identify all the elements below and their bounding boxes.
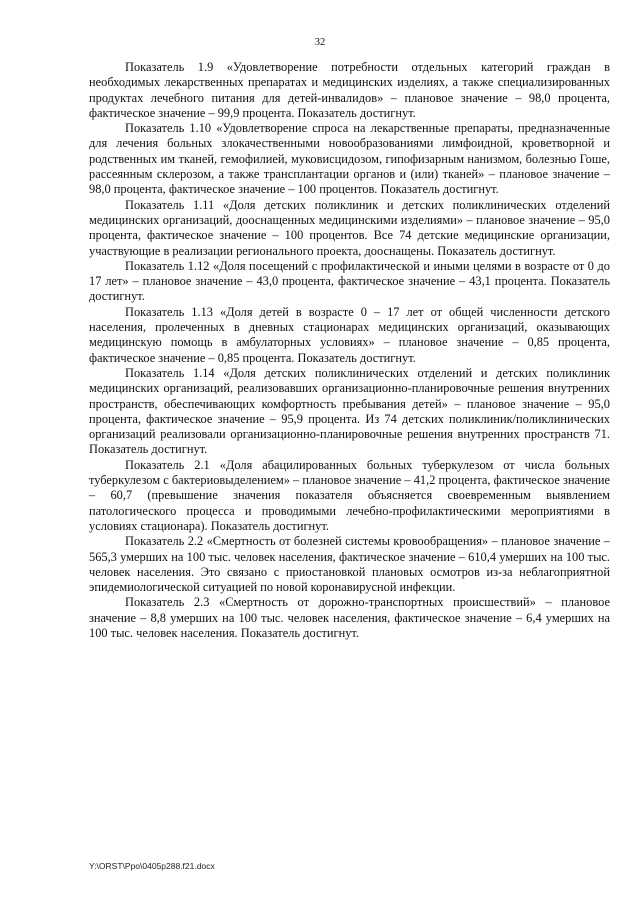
paragraph-indicator-1-14: Показатель 1.14 «Доля детских поликлинических отделений и детских поликлиник медицинских организаций, реализовавших организационно-планировочные решения внутренних пространств, обеспечивающих комфортность пребывания детей» – плановое значение – 95,0 процента, фактическое значение – 95,9 процента. Из 74 детских поликлиник/поликлинических организаций реализовали организационно-планировочные решения внутренних пространств 71. Показатель достигнут.	[89, 365, 610, 457]
page-number: 32	[314, 37, 326, 48]
paragraph-indicator-2-3: Показатель 2.3 «Смертность от дорожно-транспортных происшествий» – плановое значение – 8,8 умерших на 100 тыс. человек населения, фактическое значение – 6,4 умерших на 100 тыс. человек населения. Показатель достигнут.	[89, 595, 610, 640]
document-body	[89, 60, 610, 641]
paragraph-indicator-2-1: Показатель 2.1 «Доля абацилированных больных туберкулезом от числа больных туберкулезом с бактериовыделением» – плановое значение – 41,2 процента, фактическое значение – 60,7 (превышение значения показателя объясняется своевременным выявлением патологического процесса и проводимыми лечебно-профилактическими мероприятиями в условиях стационара). Показатель достигнут.	[89, 457, 610, 533]
footer-file-path: Y:\ORST\Ppo\0405p288.f21.docx	[89, 861, 215, 871]
paragraph-indicator-1-11: Показатель 1.11 «Доля детских поликлиник и детских поликлинических отделений медицинских организаций, дооснащенных медицинскими изделиями» – плановое значение – 95,0 процента, фактическое значение – 100 процентов. Все 74 детские медицинские организации, участвующие в реализации регионального проекта, дооснащены. Показатель достигнут.	[89, 197, 610, 258]
paragraph-indicator-1-9: Показатель 1.9 «Удовлетворение потребности отдельных категорий граждан в необходимых лекарственных препаратах и медицинских изделиях, а также специализированных продуктах лечебного питания для детей-инвалидов» – плановое значение – 98,0 процента, фактическое значение – 99,9 процента. Показатель достигнут.	[89, 60, 610, 120]
paragraph-indicator-1-10: Показатель 1.10 «Удовлетворение спроса на лекарственные препараты, предназначенные для лечения больных злокачественными новообразованиями лимфоидной, кроветворной и родственных им тканей, гемофилией, муковисцидозом, гипофизарным нанизмом, болезнью Гоше, рассеянным склерозом, а также трансплантации органов и (или) тканей» – плановое значение – 98,0 процента, фактическое значение – 100 процентов. Показатель достигнут.	[89, 121, 610, 197]
paragraph-indicator-1-13: Показатель 1.13 «Доля детей в возрасте 0 – 17 лет от общей численности детского населения, пролеченных в дневных стационарах медицинских организаций, оказывающих медицинскую помощь в амбулаторных условиях» – плановое значение – 0,85 процента, фактическое значение – 0,85 процента. Показатель достигнут.	[89, 304, 610, 365]
paragraph-indicator-1-12: Показатель 1.12 «Доля посещений с профилактической и иными целями в возрасте от 0 до 17 лет» – плановое значение – 43,0 процента, фактическое значение – 43,1 процента. Показатель достигнут.	[89, 258, 610, 304]
paragraph-indicator-2-2: Показатель 2.2 «Смертность от болезней системы кровообращения» – плановое значение – 565,3 умерших на 100 тыс. человек населения, фактическое значение – 610,4 умерших на 100 тыс. человек населения. Это связано с приостановкой плановых осмотров из-за неблагоприятной эпидемиологической ситуацией по новой коронавирусной инфекции.	[89, 534, 610, 595]
